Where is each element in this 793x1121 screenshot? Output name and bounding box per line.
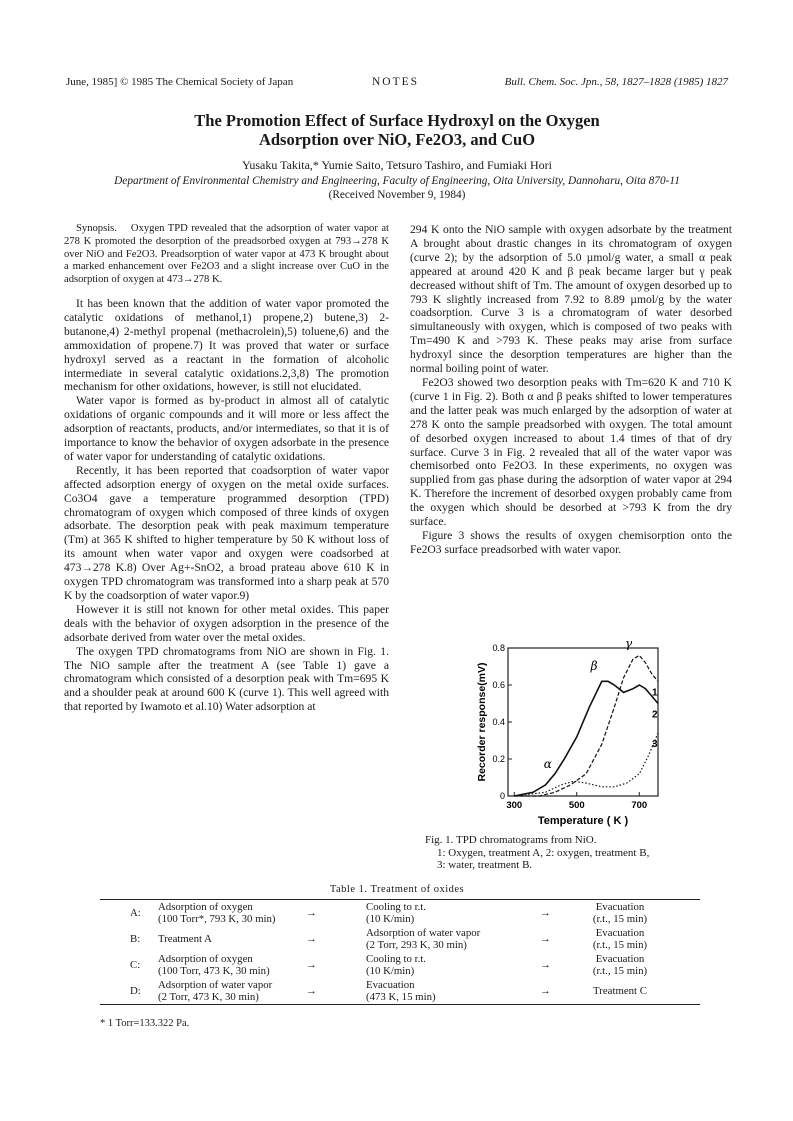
running-header — [66, 76, 728, 92]
table-row — [100, 900, 700, 926]
row-key: D: — [130, 985, 141, 997]
header-journal: Bull. Chem. Soc. Jpn., 58, 1827–1828 (1985) 1827 — [504, 76, 728, 88]
step-1: Adsorption of water vapor (2 Torr, 473 K, 30 min) — [158, 979, 273, 1003]
y-tick-label: 0.8 — [492, 643, 505, 653]
synopsis — [64, 223, 389, 287]
header-left: June, 1985] © 1985 The Chemical Society of Japan — [66, 76, 294, 88]
peak-label: α — [543, 756, 552, 771]
row-key: A: — [130, 907, 141, 919]
figure-1-caption — [425, 834, 725, 872]
authors: Yusaku Takita,* Yumie Saito, Tetsuro Tashiro, and Fumiaki Hori — [241, 158, 552, 172]
article-title — [66, 111, 728, 149]
row-key: C: — [130, 959, 141, 971]
step-3: Evacuation (r.t., 15 min) — [592, 953, 648, 977]
paragraph: Figure 3 shows the results of oxygen chemisorption onto the Fe2O3 surface preadsorbed with water vapor. — [410, 528, 732, 556]
series-label: 3 — [652, 739, 658, 751]
series-label: 2 — [652, 709, 658, 721]
synopsis-label: Synopsis. — [76, 223, 117, 234]
x-axis-label: Temperature ( K ) — [537, 815, 629, 827]
affiliation: Department of Environmental Chemistry and Engineering, Faculty of Engineering, Oita University, Dannoharu, Oita 870-11 — [114, 175, 680, 187]
table-row — [100, 952, 700, 978]
x-tick-label: 300 — [506, 800, 523, 811]
paragraph: 294 K onto the NiO sample with oxygen adsorbate by the treatment A brought about drastic changes in its chromatogram of oxygen (curve 2); by the adsorption of 5.0 µmol/g water, a small α peak appeared at around 420 K and β peak became larger but γ peak decreased without shift of Tm. The amount of oxygen desorbed up to 793 K slightly increased from 7.92 to 8.89 µmol/g by the water coadsorption. Curve 3 is a chromatogram of water desorbed simultaneously with oxygen, which is composed of two peaks with Tm=490 K and >793 K. These peaks may arise from surface hydroxyl since the desorption temperatures are higher than the normal boiling point of water. — [410, 223, 732, 376]
y-tick-label: 0 — [499, 791, 505, 801]
y-axis-label: Recorder response(mV) — [476, 662, 488, 782]
arrow-icon: → — [540, 959, 551, 971]
step-1: Treatment A — [158, 933, 212, 945]
received-date: (Received November 9, 1984) — [328, 189, 466, 201]
y-tick-label: 0.6 — [492, 680, 505, 690]
table-row — [100, 926, 700, 952]
paragraph: It has been known that the addition of water vapor promoted the catalytic oxidations of methanol,1) propene,2) butene,3) 2-butanone,4) 2-methyl propenal (methacrolein),5) toluene,6) and the ammoxidation of propene.7) It was proved that water or surface hydroxyl served as a reactant in the formation of alcoholic intermediate in several catalytic oxidations.2,3,8) The promotion mechanism for other oxidations, however, is still not elucidated. — [64, 296, 389, 394]
x-tick-label: 700 — [631, 800, 648, 811]
right-column — [410, 223, 732, 557]
table-1 — [100, 899, 700, 1005]
paragraph: Fe2O3 showed two desorption peaks with Tm=620 K and 710 K (curve 1 in Fig. 2). Both α and β peaks shifted to lower temperatures and the latter peak was much enlarged by the adsorption of water at 278 K onto the sample preadsorbed with oxygen. The total amount of desorbed oxygen increased to about 1.4 times of that of dry surface. Curve 3 in Fig. 2 revealed that all of the water vapor was chemisorbed onto Fe2O3. In these experiments, no oxygen was supplied from gas phase during the adsorption of water vapor at 294 K. Therefore the increment of desorbed oxygen probably came from the oxygen which should be desorbed at >793 K from the dry surface. — [410, 375, 732, 529]
synopsis-text: Oxygen TPD revealed that the adsorption of water vapor at 278 K promoted the desorption of the preadsorbed oxygen at 793→278 K over NiO and Fe2O3. Preadsorption of water vapor at 473 K brought about a marked enhancement over Fe2O3 and a slight increase over CuO in the adsorption of oxygen at 473→278 K. — [64, 223, 389, 286]
arrow-icon: → — [540, 907, 551, 919]
title-line-2: Adsorption over NiO, Fe2O3, and CuO — [258, 130, 536, 149]
step-2: Adsorption of water vapor (2 Torr, 293 K, 30 min) — [366, 927, 481, 951]
table-row — [100, 978, 700, 1004]
table-1-title: Table 1. Treatment of oxides — [329, 884, 465, 895]
arrow-icon: → — [306, 985, 317, 997]
paragraph: The oxygen TPD chromatograms from NiO are shown in Fig. 1. The NiO sample after the treatment A (see Table 1) gave a chromatogram which consisted of a desorption peak with Tm=695 K and a shoulder peak at around 600 K (curve 1). This well agreed with that reported by Iwamoto et al.10) Water adsorption at — [64, 644, 389, 714]
step-3: Evacuation (r.t., 15 min) — [592, 927, 648, 951]
series-label: 1 — [652, 687, 658, 699]
title-line-1: The Promotion Effect of Surface Hydroxyl on the Oxygen — [194, 111, 600, 130]
y-tick-label: 0.2 — [492, 754, 505, 764]
step-2: Cooling to r.t. (10 K/min) — [366, 953, 426, 977]
step-1: Adsorption of oxygen (100 Torr, 473 K, 30 min) — [158, 953, 270, 977]
table-footnote: * 1 Torr=133.322 Pa. — [100, 1018, 190, 1029]
series-line — [514, 733, 658, 796]
step-1: Adsorption of oxygen (100 Torr*, 793 K, 30 min) — [158, 901, 276, 925]
figure-1-chart — [472, 640, 677, 830]
row-key: B: — [130, 933, 141, 945]
left-column — [64, 223, 389, 714]
step-2: Cooling to r.t. (10 K/min) — [366, 901, 426, 925]
arrow-icon: → — [540, 985, 551, 997]
peak-label: β — [590, 658, 598, 673]
step-2: Evacuation (473 K, 15 min) — [366, 979, 436, 1003]
header-section: NOTES — [372, 76, 420, 88]
x-tick-label: 500 — [568, 800, 585, 811]
step-3: Evacuation (r.t., 15 min) — [592, 901, 648, 925]
series-line — [514, 681, 658, 796]
arrow-icon: → — [306, 907, 317, 919]
caption-line: Fig. 1. TPD chromatograms from NiO. — [425, 834, 597, 846]
paragraph: Recently, it has been reported that coadsorption of water vapor affected adsorption energy of oxygen on the metal oxide surfaces. Co3O4 gave a temperature programmed desorption (TPD) chromatogram of oxygen which composed of three kinds of oxygen adsorbate. The desorption peak with peak maximum temperature (Tm) at 365 K shifted to higher temperature by 50 K without loss of its amount when water vapor and oxygen were coadsorbed at 473→278 K.8) Over Ag+-SnO2, a broad prateau above 610 K in oxygen TPD chromatogram was transformed into a sharp peak at 570 K by the coadsorption of water vapor.9) — [64, 463, 389, 603]
arrow-icon: → — [306, 933, 317, 945]
step-3: Treatment C — [593, 985, 647, 997]
peak-label: γ — [625, 640, 633, 651]
paragraph: Water vapor is formed as by-product in almost all of catalytic oxidations of organic compounds and it will more or less affect the adsorption of reactants, products, and/or intermediates, so that it is of importance to know the behavior of oxygen adsorbate in the presence of water vapor for understanding of catalytic oxidations. — [64, 394, 389, 463]
series-line — [514, 655, 658, 796]
caption-line: 1: Oxygen, treatment A, 2: oxygen, treatment B, — [437, 846, 650, 859]
y-tick-label: 0.4 — [492, 717, 505, 727]
caption-line: 3: water, treatment B. — [437, 859, 533, 872]
paragraph: However it is still not known for other metal oxides. This paper deals with the behavior of oxygen adsorption in the presence of the adsorbate derived from water over the metal oxides. — [64, 602, 389, 644]
arrow-icon: → — [540, 933, 551, 945]
arrow-icon: → — [306, 959, 317, 971]
